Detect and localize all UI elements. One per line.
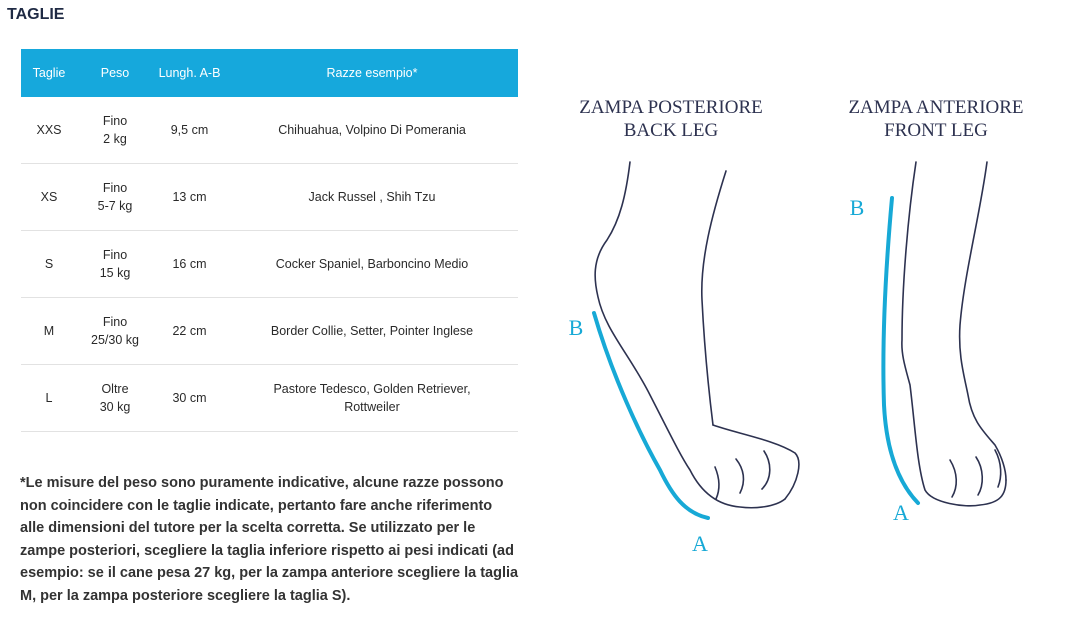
weight-line-1: Fino [102, 181, 128, 195]
size-table [21, 49, 518, 432]
breeds-line-2: Rottweiler [344, 400, 400, 414]
weight-cell [77, 231, 153, 298]
front-leg-title-it: ZAMPA ANTERIORE [848, 97, 1024, 118]
breeds-cell [226, 298, 518, 365]
breeds-cell [226, 97, 518, 164]
weight-line-1: Oltre [101, 382, 129, 396]
back-leg-title-en: BACK LEG [623, 120, 719, 141]
table-row [21, 231, 518, 298]
length-cell: 22 cm [153, 298, 226, 365]
front-leg-measure-line [883, 198, 918, 503]
weight-line-2: 25/30 kg [91, 333, 139, 347]
length-cell: 30 cm [153, 365, 226, 432]
back-leg-title-it: ZAMPA POSTERIORE [579, 97, 763, 118]
breeds-cell [226, 365, 518, 432]
weight-line-2: 15 kg [99, 266, 131, 280]
breeds-line-1: Jack Russel , Shih Tzu [308, 190, 436, 204]
back-leg-measure-line [594, 313, 708, 518]
weight-cell [77, 164, 153, 231]
length-cell: 9,5 cm [153, 97, 226, 164]
header-breeds: Razze esempio* [226, 49, 518, 97]
table-row [21, 365, 518, 432]
size-cell: XS [21, 164, 77, 231]
front-leg-point-a: A [893, 500, 909, 525]
breeds-line-1: Border Collie, Setter, Pointer Inglese [270, 324, 474, 338]
page-title: TAGLIE [7, 6, 65, 23]
weight-cell [77, 365, 153, 432]
length-cell: 13 cm [153, 164, 226, 231]
breeds-line-1: Chihuahua, Volpino Di Pomerania [278, 123, 466, 137]
weight-line-2: 2 kg [103, 132, 127, 146]
back-leg-point-b: B [568, 315, 584, 340]
table-row [21, 97, 518, 164]
length-cell: 16 cm [153, 231, 226, 298]
size-cell: L [21, 365, 77, 432]
breeds-cell [226, 231, 518, 298]
breeds-line-1: Pastore Tedesco, Golden Retriever, [273, 382, 471, 396]
table-row [21, 164, 518, 231]
back-leg-point-a: A [692, 531, 708, 556]
front-leg-title-en: FRONT LEG [884, 120, 988, 141]
breeds-line-1: Cocker Spaniel, Barboncino Medio [275, 257, 469, 271]
breeds-cell [226, 164, 518, 231]
header-length: Lungh. A-B [153, 49, 226, 97]
front-leg-point-b: B [849, 195, 865, 220]
weight-line-1: Fino [102, 315, 128, 329]
front-leg-outline [902, 162, 1006, 506]
weight-line-2: 5-7 kg [97, 199, 133, 213]
back-leg-outline [595, 162, 799, 508]
table-header-row [21, 49, 518, 97]
leg-measurement-diagram [540, 85, 1060, 565]
header-weight: Peso [77, 49, 153, 97]
size-cell: XXS [21, 97, 77, 164]
header-size: Taglie [21, 49, 77, 97]
weight-line-1: Fino [102, 114, 128, 128]
weight-line-2: 30 kg [99, 400, 131, 414]
size-disclaimer-note: *Le misure del peso sono puramente indicative, alcune razze possono non coincidere con le taglie indicate, pertanto fare anche riferimento alle dimensioni del tutore per la scelta corretta. Se utilizzato per le zampe posteriori, scegliere la taglia inferiore rispetto ai pesi indicati (ad esempio: se il cane pesa 27 kg, per la zampa anteriore scegliere la taglia M, per la zampa posteriore scegliere la taglia S). [20, 475, 519, 604]
weight-cell [77, 298, 153, 365]
size-cell: M [21, 298, 77, 365]
weight-line-1: Fino [102, 248, 128, 262]
table-row [21, 298, 518, 365]
size-cell: S [21, 231, 77, 298]
weight-cell [77, 97, 153, 164]
